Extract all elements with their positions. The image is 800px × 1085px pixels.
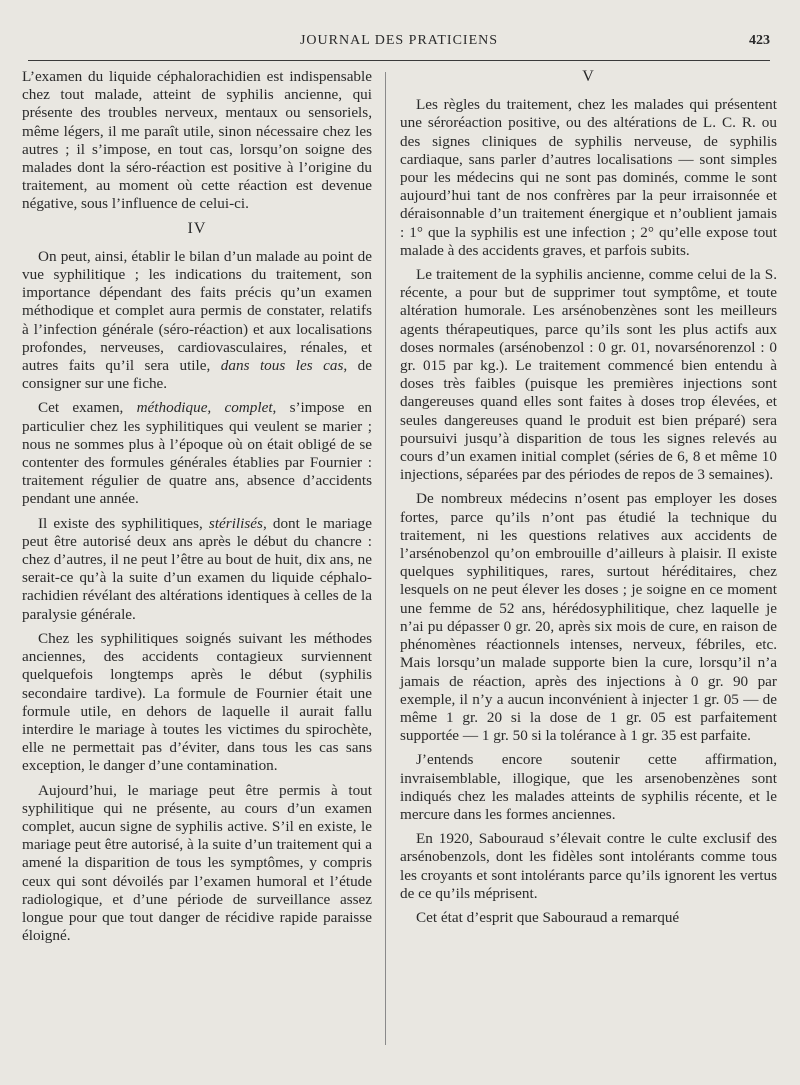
- paragraph: J’entends encore soutenir cette affirmation, invraisemblable, illogique, que les arsenobenzènes sont indiqués chez les malades atteints de syphilis récente, et le mercure dans les formes anciennes.: [400, 751, 777, 823]
- paragraph: Cet état d’esprit que Sabouraud a remarqué: [416, 908, 680, 926]
- left-column: [22, 68, 372, 1059]
- running-title: JOURNAL DES PRATICIENS: [299, 33, 499, 48]
- paragraph: L’examen du liquide céphalorachidien est indispensable chez tout malade, atteint de syphilis ancienne, qui présente des troubles nerveux, mentaux ou sensoriels, même légers, il me paraît utile, sinon nécessaire chez les autres ; il s’impose, en tout cas, lorsqu’on soigne des malades dont la séro-réaction est positive à l’origine du traitement, au moment où cette réaction est devenue négative, sous l’influence de celui-ci.: [22, 68, 372, 213]
- paragraph: En 1920, Sabouraud s’élevait contre le culte exclusif des arsénobenzols, dont les fidèles sont intolérants comme tous les croyants et sont intolérants parce qu’ils ignorent les vertus de ce qu’ils méprisent.: [400, 830, 777, 902]
- page-number: 423: [749, 33, 770, 48]
- column-divider: [385, 72, 386, 1045]
- emphasis: stérilisés: [208, 514, 263, 532]
- emphasis: dans tous les cas: [220, 357, 344, 375]
- emphasis: méthodique, complet: [136, 399, 273, 417]
- text-run: , s’impose en particulier chez les syphilitiques qui veulent se marier ; nous ne sommes plus à l’époque où on était obligé de se contenter des formules générales établies par Fournier : traitement régulier de quatre ans, absence d’accidents pendant une année.: [22, 399, 372, 508]
- text-run: Il existe des syphilitiques,: [38, 514, 209, 532]
- paragraph: [22, 399, 372, 508]
- section-heading-iv: IV: [187, 219, 207, 237]
- paragraph: [22, 515, 372, 624]
- header-rule: [28, 60, 770, 61]
- text-run: Cet examen,: [38, 399, 137, 417]
- paragraph: [22, 248, 372, 394]
- paragraph: Aujourd’hui, le mariage peut être permis à tout syphilitique qui ne présente, au cours d’un examen complet, aucun signe de syphilis active. S’il en existe, le mariage peut être autorisé, à la suite d’un traitement qui a amené la disparition de tous les symptômes, y compris ceux qui sont dévoilés par l’examen humoral et l’étude radiologique, et d’une période de surveillance assez longue pour que tout danger de récidive rapide paraisse éloigné.: [22, 781, 372, 945]
- paragraph: De nombreux médecins n’osent pas employer les doses fortes, parce qu’ils n’ont pas étudié la technique du traitement, ni les questions relatives aux accidents de l’arsénobenzol qu’on embrouille d’ailleurs à plaisir. Il existe quelques syphilitiques, rares, surtout héréditaires, chez lesquels on ne peut élever les doses ; je soigne en ce moment une femme de 52 ans, hérédosyphilitique, chez laquelle je n’ai pu dépasser 0 gr. 20, après six mois de cure, en raison de phénomènes réactionnels intenses, nerveux, fébriles, etc. Mais lorsqu’un malade supporte bien la cure, lorsqu’il n’a jamais de réaction, après des injections à 0 gr. 90 par exemple, il n’y a aucun inconvénient à injecter 1 gr. 05 — de même 1 gr. 20 si la dose de 1 gr. 05 est parfaitement supportée — 1 gr. 50 si la tolérance à 1 gr. 35 est parfaite.: [400, 490, 777, 745]
- text-run: , dont le mariage peut être autorisé deux ans après le début du chancre : chez d’autres, il ne peut l’être au bout de huit, dix ans, ne serait-ce qu’à la suite d’un examen du liquide céphalo-rachidien révélant des altérations identiques à celles de la paralysie générale.: [22, 514, 373, 623]
- page-header: [28, 33, 770, 55]
- paragraph: Le traitement de la syphilis ancienne, comme celui de la S. récente, a pour but de supprimer tout symptôme, et toute altération humorale. Les arsénobenzènes sont les meilleurs agents thérapeutiques, parce qu’ils sont les plus actifs aux doses normales (arsénobenzol : 0 gr. 01, novarsénorenzol : 0 gr. 015 par kg.). Le traitement commencé bien entendu à doses très faibles (puisque les premières injections sont dangereuses quand elles sont faites à doses trop élevées, et seules dangereuses quand le produit est bien préparé) sera poursuivi jusqu’à disparition de tous les signes relevés au cours d’un examen initial complet (séries de 6, 8 et même 10 injections, séparées par des périodes de repos de 3 semaines).: [400, 266, 777, 484]
- section-heading-v: V: [582, 68, 595, 85]
- text-run: , de consigner sur une fiche.: [22, 357, 372, 393]
- paragraph: Les règles du traitement, chez les malades qui présentent une séroréaction positive, ou des altérations de L. C. R. ou des signes cliniques de syphilis nerveuse, de syphilis cardiaque, sans parler d’autres localisations — sont simples pour les médecins qui ne sont pas dominés, comme le sont aujourd’hui tant de nos confrères par la peur irraisonnée et déraisonnable d’un traitement énergique et n’oublient jamais : 1° que la syphilis est une infection ; 2° qu’elle expose tout malade à des accidents graves, et parfois subits.: [400, 96, 777, 259]
- text-run: On peut, ainsi, établir le bilan d’un malade au point de vue syphilitique ; les indications du traitement, son importance dépendant des faits précis qu’un examen méthodique et complet aura permis de constater, relatifs à l’infection générale (séro-réaction) et aux localisations profondes, nerveuses, cardiovasculaires, rénales, et autres faits qu’il sera utile,: [22, 247, 372, 375]
- right-column: [400, 68, 777, 1059]
- paragraph: Chez les syphilitiques soignés suivant les méthodes anciennes, des accidents contagieux surviennent quelquefois longtemps après le début (syphilis secondaire tardive). La formule de Fournier était une formule utile, en dehors de laquelle il aurait fallu interdire le mariage à toutes les victimes du spirochète, elle ne permettait pas d’éviter, dans tous les cas sans exception, le danger d’une contamination.: [22, 629, 372, 775]
